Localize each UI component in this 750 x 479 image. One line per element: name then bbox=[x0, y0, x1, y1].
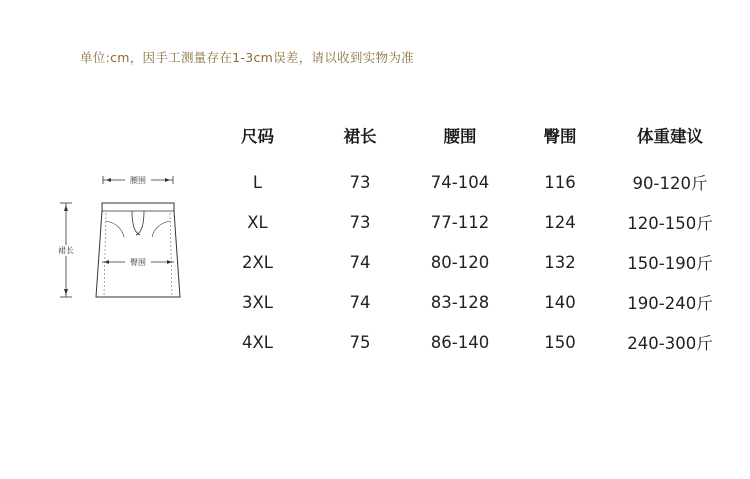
cell-waist: 86-140 bbox=[430, 332, 490, 352]
cell-size: 3XL bbox=[242, 292, 273, 312]
length-label: 裙长 bbox=[58, 246, 74, 255]
table-row bbox=[200, 322, 735, 362]
waist-label: 腰围 bbox=[130, 176, 146, 185]
cell-weight: 90-120斤 bbox=[632, 174, 708, 193]
cell-waist: 80-120 bbox=[430, 252, 490, 272]
header-size: 尺码 bbox=[241, 127, 274, 146]
skirt-outline-icon bbox=[40, 165, 210, 315]
cell-size: L bbox=[252, 172, 263, 192]
cell-length: 75 bbox=[349, 332, 371, 352]
cell-length: 74 bbox=[349, 252, 371, 272]
cell-weight: 150-190斤 bbox=[627, 254, 713, 273]
skirt-diagram bbox=[40, 165, 210, 315]
header-length: 裙长 bbox=[343, 127, 377, 146]
table-row bbox=[200, 242, 735, 282]
cell-hip: 132 bbox=[544, 252, 576, 272]
cell-hip: 124 bbox=[544, 212, 576, 232]
table-row bbox=[200, 282, 735, 322]
cell-weight: 240-300斤 bbox=[627, 334, 713, 353]
table-header-row bbox=[200, 114, 735, 156]
header-waist: 腰围 bbox=[443, 127, 477, 146]
cell-size: 2XL bbox=[242, 252, 273, 272]
cell-hip: 140 bbox=[544, 292, 576, 312]
header-weight: 体重建议 bbox=[637, 127, 703, 146]
cell-length: 74 bbox=[349, 292, 371, 312]
hip-label: 臀围 bbox=[130, 258, 146, 267]
cell-size: 4XL bbox=[242, 332, 273, 352]
cell-waist: 77-112 bbox=[430, 212, 490, 232]
table-row bbox=[200, 156, 735, 202]
cell-length: 73 bbox=[349, 212, 371, 232]
cell-size: XL bbox=[247, 212, 268, 232]
cell-hip: 116 bbox=[544, 172, 576, 192]
measurement-note: 单位:cm，因手工测量存在1-3cm误差，请以收到实物为准 bbox=[80, 50, 414, 65]
cell-weight: 120-150斤 bbox=[627, 214, 713, 233]
header-hip: 臀围 bbox=[543, 127, 577, 146]
cell-waist: 74-104 bbox=[430, 172, 490, 192]
cell-waist: 83-128 bbox=[430, 292, 490, 312]
table-row bbox=[200, 202, 735, 242]
cell-hip: 150 bbox=[544, 332, 576, 352]
cell-length: 73 bbox=[349, 172, 371, 192]
cell-weight: 190-240斤 bbox=[627, 294, 713, 313]
size-table bbox=[200, 114, 735, 362]
